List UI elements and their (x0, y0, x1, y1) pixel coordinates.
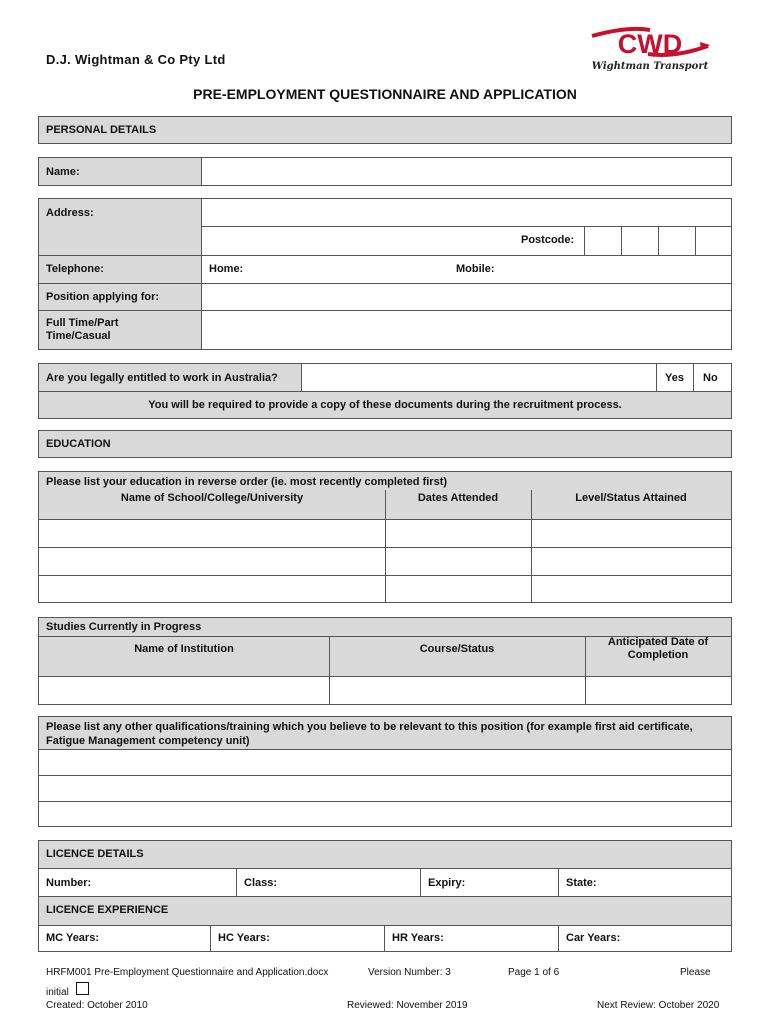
footer-reviewed: Reviewed: November 2019 (347, 1000, 468, 1011)
hc-years-label: HC Years: (218, 932, 270, 944)
name-label: Name: (46, 166, 80, 178)
position-label-cell (39, 284, 202, 310)
footer-next-review: Next Review: October 2020 (597, 1000, 720, 1011)
licence-class-field[interactable] (237, 869, 421, 896)
mc-years-label: MC Years: (46, 932, 99, 944)
logo-letters: CWD (617, 29, 683, 59)
education-col-school: Name of School/College/University (120, 492, 304, 504)
employment-type-label: Full Time/Part Time/Casual (46, 317, 119, 342)
documents-note-cell (39, 392, 731, 418)
logo-subtitle: Wightman Transport (591, 61, 709, 72)
documents-note: You will be required to provide a copy of these documents during the recruitment process. (148, 399, 622, 411)
licence-class-label: Class: (244, 877, 278, 889)
education-table (38, 471, 732, 603)
employment-type-label-cell (39, 311, 202, 349)
logo-graphic (588, 24, 712, 74)
education-instruction: Please list your education in reverse order (ie. most recently completed first) (46, 476, 448, 488)
initial-checkbox[interactable] (76, 982, 89, 995)
postcode-digit-2[interactable] (622, 226, 658, 254)
footer-page-number: Page 1 of 6 (508, 967, 560, 978)
hc-years-field[interactable] (211, 925, 385, 951)
qualification-row[interactable] (39, 802, 731, 826)
studies-col-course: Course/Status (419, 643, 495, 655)
company-logo (588, 24, 712, 74)
licence-number-field[interactable] (39, 869, 237, 896)
postcode-digit-3[interactable] (659, 226, 695, 254)
yes-option[interactable] (656, 364, 695, 391)
licence-expiry-label: Expiry: (428, 877, 466, 889)
mobile-phone-input[interactable] (504, 256, 731, 283)
personal-details-title: PERSONAL DETAILS (46, 124, 157, 136)
studies-col-institution: Name of Institution (134, 643, 234, 655)
education-row[interactable] (39, 520, 731, 547)
other-qualifications-table (38, 716, 732, 827)
education-row[interactable] (39, 576, 731, 602)
personal-details-header (38, 116, 732, 144)
telephone-label: Telephone: (46, 263, 104, 275)
other-qualifications-header (39, 717, 731, 750)
licence-experience-header (39, 896, 731, 926)
telephone-label-cell (39, 256, 202, 283)
no-label: No (703, 372, 718, 384)
home-phone-input[interactable] (251, 256, 451, 283)
work-rights-block (38, 363, 732, 419)
postcode-label: Postcode: (521, 234, 575, 246)
employment-type-input[interactable] (202, 311, 731, 349)
car-years-label: Car Years: (566, 932, 621, 944)
home-label: Home: (209, 263, 244, 275)
hr-years-field[interactable] (385, 925, 559, 951)
mobile-label: Mobile: (456, 263, 495, 275)
licence-experience-title: LICENCE EXPERIENCE (46, 904, 169, 916)
name-label-cell (39, 158, 202, 185)
studies-table-header (39, 618, 731, 677)
education-header (38, 430, 732, 458)
licence-expiry-field[interactable] (421, 869, 559, 896)
mc-years-field[interactable] (39, 925, 211, 951)
studies-row[interactable] (39, 677, 731, 704)
education-title: EDUCATION (46, 438, 111, 450)
page-title: PRE-EMPLOYMENT QUESTIONNAIRE AND APPLICATION (193, 86, 577, 102)
footer-document-name: HRFM001 Pre-Employment Questionnaire and Application.docx (46, 967, 329, 978)
hr-years-label: HR Years: (392, 932, 444, 944)
position-input[interactable] (202, 284, 731, 310)
position-label: Position applying for: (46, 291, 160, 303)
no-option[interactable] (695, 364, 731, 391)
education-row[interactable] (39, 548, 731, 575)
name-input[interactable] (202, 158, 731, 185)
postcode-digit-1[interactable] (585, 226, 621, 254)
licence-details-title: LICENCE DETAILS (46, 848, 144, 860)
work-rights-input (302, 364, 694, 391)
footer-please: Please (680, 967, 711, 978)
other-qualifications-instruction: Please list any other qualifications/training which you believe to be relevant to this position (for example first aid certificate, Fatigue Management competency unit) (46, 721, 693, 747)
address-block (38, 198, 732, 350)
qualification-row[interactable] (39, 750, 731, 775)
licence-state-label: State: (566, 877, 597, 889)
company-name: D.J. Wightman & Co Pty Ltd (46, 52, 226, 67)
yes-label: Yes (665, 372, 684, 384)
work-rights-question: Are you legally entitled to work in Australia? (46, 372, 278, 384)
licence-table (38, 840, 732, 952)
education-col-level: Level/Status Attained (575, 492, 687, 504)
licence-details-header (39, 841, 731, 869)
footer-version: Version Number: 3 (368, 967, 451, 978)
licence-state-field[interactable] (559, 869, 731, 896)
address-label-cell (39, 199, 202, 255)
car-years-field[interactable] (559, 925, 731, 951)
studies-col-completion: Anticipated Date of Completion (607, 636, 709, 661)
licence-number-label: Number: (46, 877, 92, 889)
footer-created: Created: October 2010 (46, 1000, 148, 1011)
address-label: Address: (46, 207, 94, 219)
work-rights-label-cell (39, 364, 302, 391)
postcode-digit-4[interactable] (696, 226, 731, 254)
education-col-dates: Dates Attended (417, 492, 499, 504)
studies-table (38, 617, 732, 705)
name-row (38, 157, 732, 186)
address-input[interactable] (202, 199, 731, 227)
qualification-row[interactable] (39, 776, 731, 801)
footer-initial: initial (46, 987, 69, 998)
studies-title: Studies Currently in Progress (46, 621, 202, 633)
